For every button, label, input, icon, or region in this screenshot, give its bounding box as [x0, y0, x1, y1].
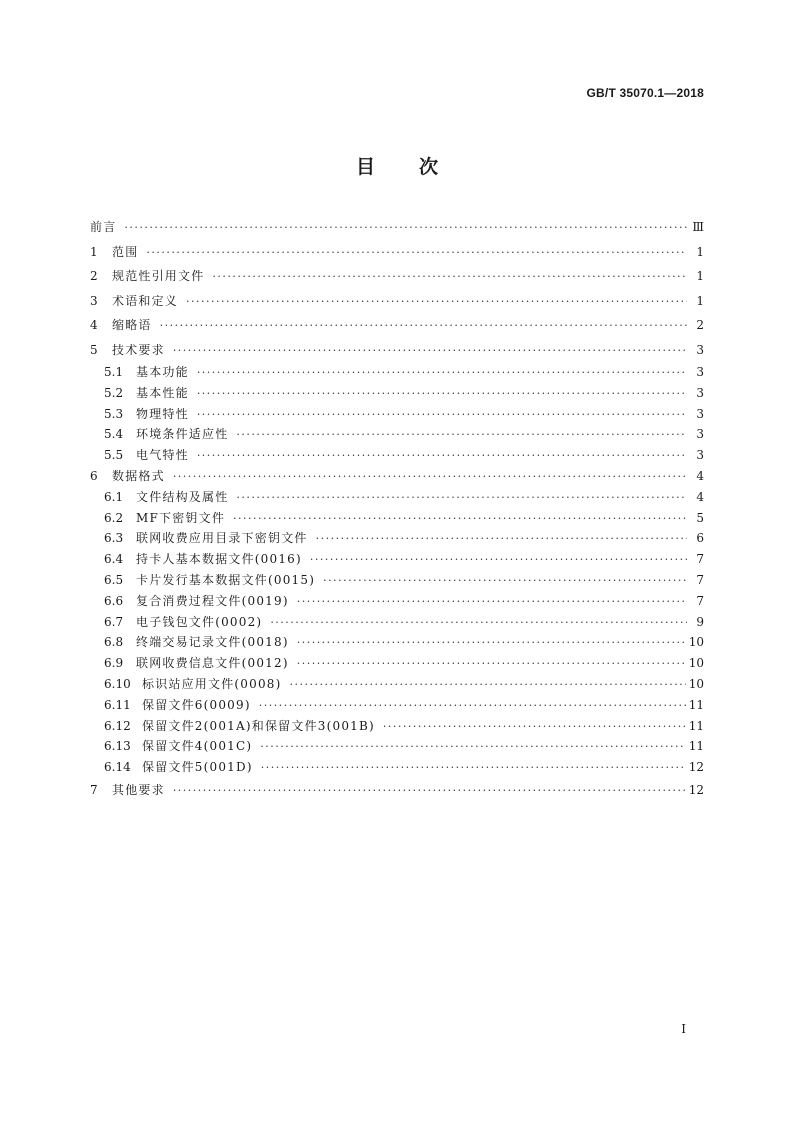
toc-entry-number: 6.10: [104, 676, 131, 691]
leader-dots: [259, 696, 686, 717]
toc-entry-page: 7: [696, 593, 704, 608]
toc-entry[interactable]: [90, 695, 704, 716]
leader-dots: [146, 241, 687, 266]
toc-entry-page: 10: [688, 676, 704, 691]
toc-entry[interactable]: [90, 264, 704, 289]
toc-entry[interactable]: [90, 591, 704, 612]
toc-entry-number: 2: [90, 269, 98, 283]
toc-entry-page: 11: [688, 718, 704, 733]
leader-dots: [197, 446, 687, 467]
toc-entry[interactable]: [90, 757, 704, 778]
leader-dots: [186, 290, 687, 315]
toc-entry-label: MF下密钥文件: [136, 510, 226, 525]
leader-dots: [383, 717, 686, 738]
toc-entry-page: 3: [696, 342, 704, 357]
toc-entry-number: 6.4: [104, 552, 124, 567]
toc-entry-page: 3: [696, 427, 704, 442]
toc-entry-label: 复合消费过程文件(0019): [136, 593, 289, 608]
toc-entry-number: 5: [90, 342, 98, 357]
leader-dots: [297, 633, 686, 654]
leader-dots: [212, 265, 687, 290]
toc-entry-label: 保留文件2(001A)和保留文件3(001B): [142, 718, 375, 733]
toc-entry-label: 数据格式: [112, 468, 165, 483]
toc-entry-page: 7: [696, 552, 704, 567]
toc-entry[interactable]: [90, 362, 704, 383]
toc-entry[interactable]: [90, 716, 704, 737]
toc-entry[interactable]: [90, 313, 704, 338]
leader-dots: [160, 314, 687, 339]
leader-dots: [297, 654, 686, 675]
toc-entry-label: 前言: [90, 220, 117, 234]
toc-entry-label: 卡片发行基本数据文件(0015): [136, 572, 316, 587]
toc-entry-number: 5.5: [104, 448, 124, 463]
leader-dots: [173, 339, 687, 364]
toc-entry[interactable]: [90, 338, 704, 363]
toc-entry-number: 6.5: [104, 572, 124, 587]
leader-dots: [197, 363, 687, 384]
toc-entry-page: 3: [696, 406, 704, 421]
toc-entry[interactable]: [90, 404, 704, 425]
toc-entry-page: 1: [696, 269, 704, 283]
toc-entry[interactable]: [90, 549, 704, 570]
toc-entry-page: 4: [696, 468, 704, 483]
toc-entry[interactable]: [90, 508, 704, 529]
toc-entry-number: 6.13: [104, 739, 131, 754]
toc-entry-page: 10: [688, 656, 704, 671]
leader-dots: [236, 488, 687, 509]
toc-entry-label: 物理特性: [136, 406, 189, 421]
toc-entry-label: 环境条件适应性: [136, 427, 229, 442]
toc-entry-label: 保留文件6(0009): [142, 697, 251, 712]
toc-entry[interactable]: [90, 674, 704, 695]
toc-entry-page: 11: [688, 739, 704, 754]
toc-entry-number: 6.11: [104, 697, 131, 712]
toc-entry-number: 6.12: [104, 718, 131, 733]
toc-entry-label: 基本性能: [136, 385, 189, 400]
toc-entry-number: 6.2: [104, 510, 124, 525]
standard-code: GB/T 35070.1—2018: [586, 86, 704, 100]
toc-entry[interactable]: [90, 240, 704, 265]
toc-entry-label: 终端交易记录文件(0018): [136, 635, 289, 650]
toc-entry-label: 基本功能: [136, 365, 189, 379]
leader-dots: [297, 592, 687, 613]
toc-entry-label: 规范性引用文件: [112, 269, 205, 283]
toc-entry-page: 4: [696, 489, 704, 504]
toc-entry[interactable]: [90, 778, 704, 803]
toc-entry-page: 3: [696, 448, 704, 463]
leader-dots: [197, 384, 687, 405]
toc-entry-label: 其他要求: [112, 782, 165, 797]
leader-dots: [173, 779, 686, 804]
toc-entry-label: 术语和定义: [112, 293, 179, 308]
toc-entry-label: 文件结构及属性: [136, 489, 229, 504]
leader-dots: [197, 405, 687, 426]
toc-entry-number: 6.6: [104, 593, 124, 608]
toc-entry-page: 1: [696, 293, 704, 308]
toc-entry-page: 12: [688, 760, 704, 775]
toc-entry-label: 保留文件5(001D): [142, 760, 253, 775]
leader-dots: [173, 467, 687, 488]
toc-entry-page: 3: [696, 385, 704, 400]
toc-entry-page: 9: [696, 614, 704, 629]
table-of-contents: [90, 215, 704, 802]
leader-dots: [270, 613, 687, 634]
toc-entry-number: 6.7: [104, 614, 124, 629]
toc-entry[interactable]: [90, 632, 704, 653]
toc-entry-label: 持卡人基本数据文件(0016): [136, 552, 302, 567]
toc-entry-page: 6: [696, 531, 704, 546]
toc-entry-page: 3: [696, 365, 704, 379]
toc-entry-number: 7: [90, 782, 98, 797]
toc-entry-number: 6: [90, 468, 98, 483]
toc-entry[interactable]: [90, 445, 704, 466]
toc-entry-number: 4: [90, 318, 98, 332]
toc-entry-number: 5.1: [104, 365, 124, 379]
leader-dots: [236, 425, 687, 446]
toc-entry-label: 范围: [112, 244, 139, 259]
toc-entry[interactable]: [90, 736, 704, 757]
leader-dots: [260, 737, 685, 758]
toc-entry-number: 5.3: [104, 406, 124, 421]
page-folio: I: [681, 1022, 686, 1036]
leader-dots: [290, 675, 686, 696]
toc-entry-number: 6.14: [104, 760, 131, 775]
toc-entry-page: 11: [688, 697, 704, 712]
leader-dots: [310, 550, 687, 571]
toc-entry[interactable]: [90, 612, 704, 633]
toc-entry-number: 1: [90, 244, 98, 259]
toc-entry-number: 5.2: [104, 385, 124, 400]
toc-entry[interactable]: [90, 528, 704, 549]
toc-entry-label: 电气特性: [136, 448, 189, 463]
toc-entry-page: 7: [696, 572, 704, 587]
toc-entry-label: 联网收费应用目录下密钥文件: [136, 531, 308, 546]
leader-dots: [124, 216, 687, 241]
toc-entry[interactable]: [90, 383, 704, 404]
toc-entry-page: 2: [696, 318, 704, 332]
toc-entry-page: 5: [696, 510, 704, 525]
toc-entry[interactable]: [90, 466, 704, 487]
toc-entry-page: Ⅲ: [692, 220, 704, 234]
toc-entry-number: 5.4: [104, 427, 124, 442]
toc-entry-label: 联网收费信息文件(0012): [136, 656, 289, 671]
toc-entry-label: 缩略语: [112, 318, 152, 332]
leader-dots: [316, 529, 687, 550]
toc-entry[interactable]: [90, 289, 704, 314]
toc-entry-label: 标识站应用文件(0008): [142, 676, 282, 691]
toc-entry-number: 6.3: [104, 531, 124, 546]
toc-entry[interactable]: [90, 215, 704, 240]
toc-entry-label: 技术要求: [112, 342, 165, 357]
toc-entry-page: 1: [696, 244, 704, 259]
toc-entry[interactable]: [90, 487, 704, 508]
toc-entry-page: 12: [688, 782, 704, 797]
toc-entry-number: 6.1: [104, 489, 124, 504]
toc-entry-number: 3: [90, 293, 98, 308]
toc-entry-label: 电子钱包文件(0002): [136, 614, 263, 629]
toc-entry-number: 6.9: [104, 656, 124, 671]
toc-entry-label: 保留文件4(001C): [142, 739, 253, 754]
leader-dots: [261, 758, 686, 779]
toc-entry-page: 10: [688, 635, 704, 650]
toc-entry[interactable]: [90, 424, 704, 445]
toc-entry-number: 6.8: [104, 635, 124, 650]
leader-dots: [233, 509, 687, 530]
toc-entry[interactable]: [90, 653, 704, 674]
leader-dots: [323, 571, 687, 592]
page-title: 目次: [355, 156, 482, 178]
toc-entry[interactable]: [90, 570, 704, 591]
